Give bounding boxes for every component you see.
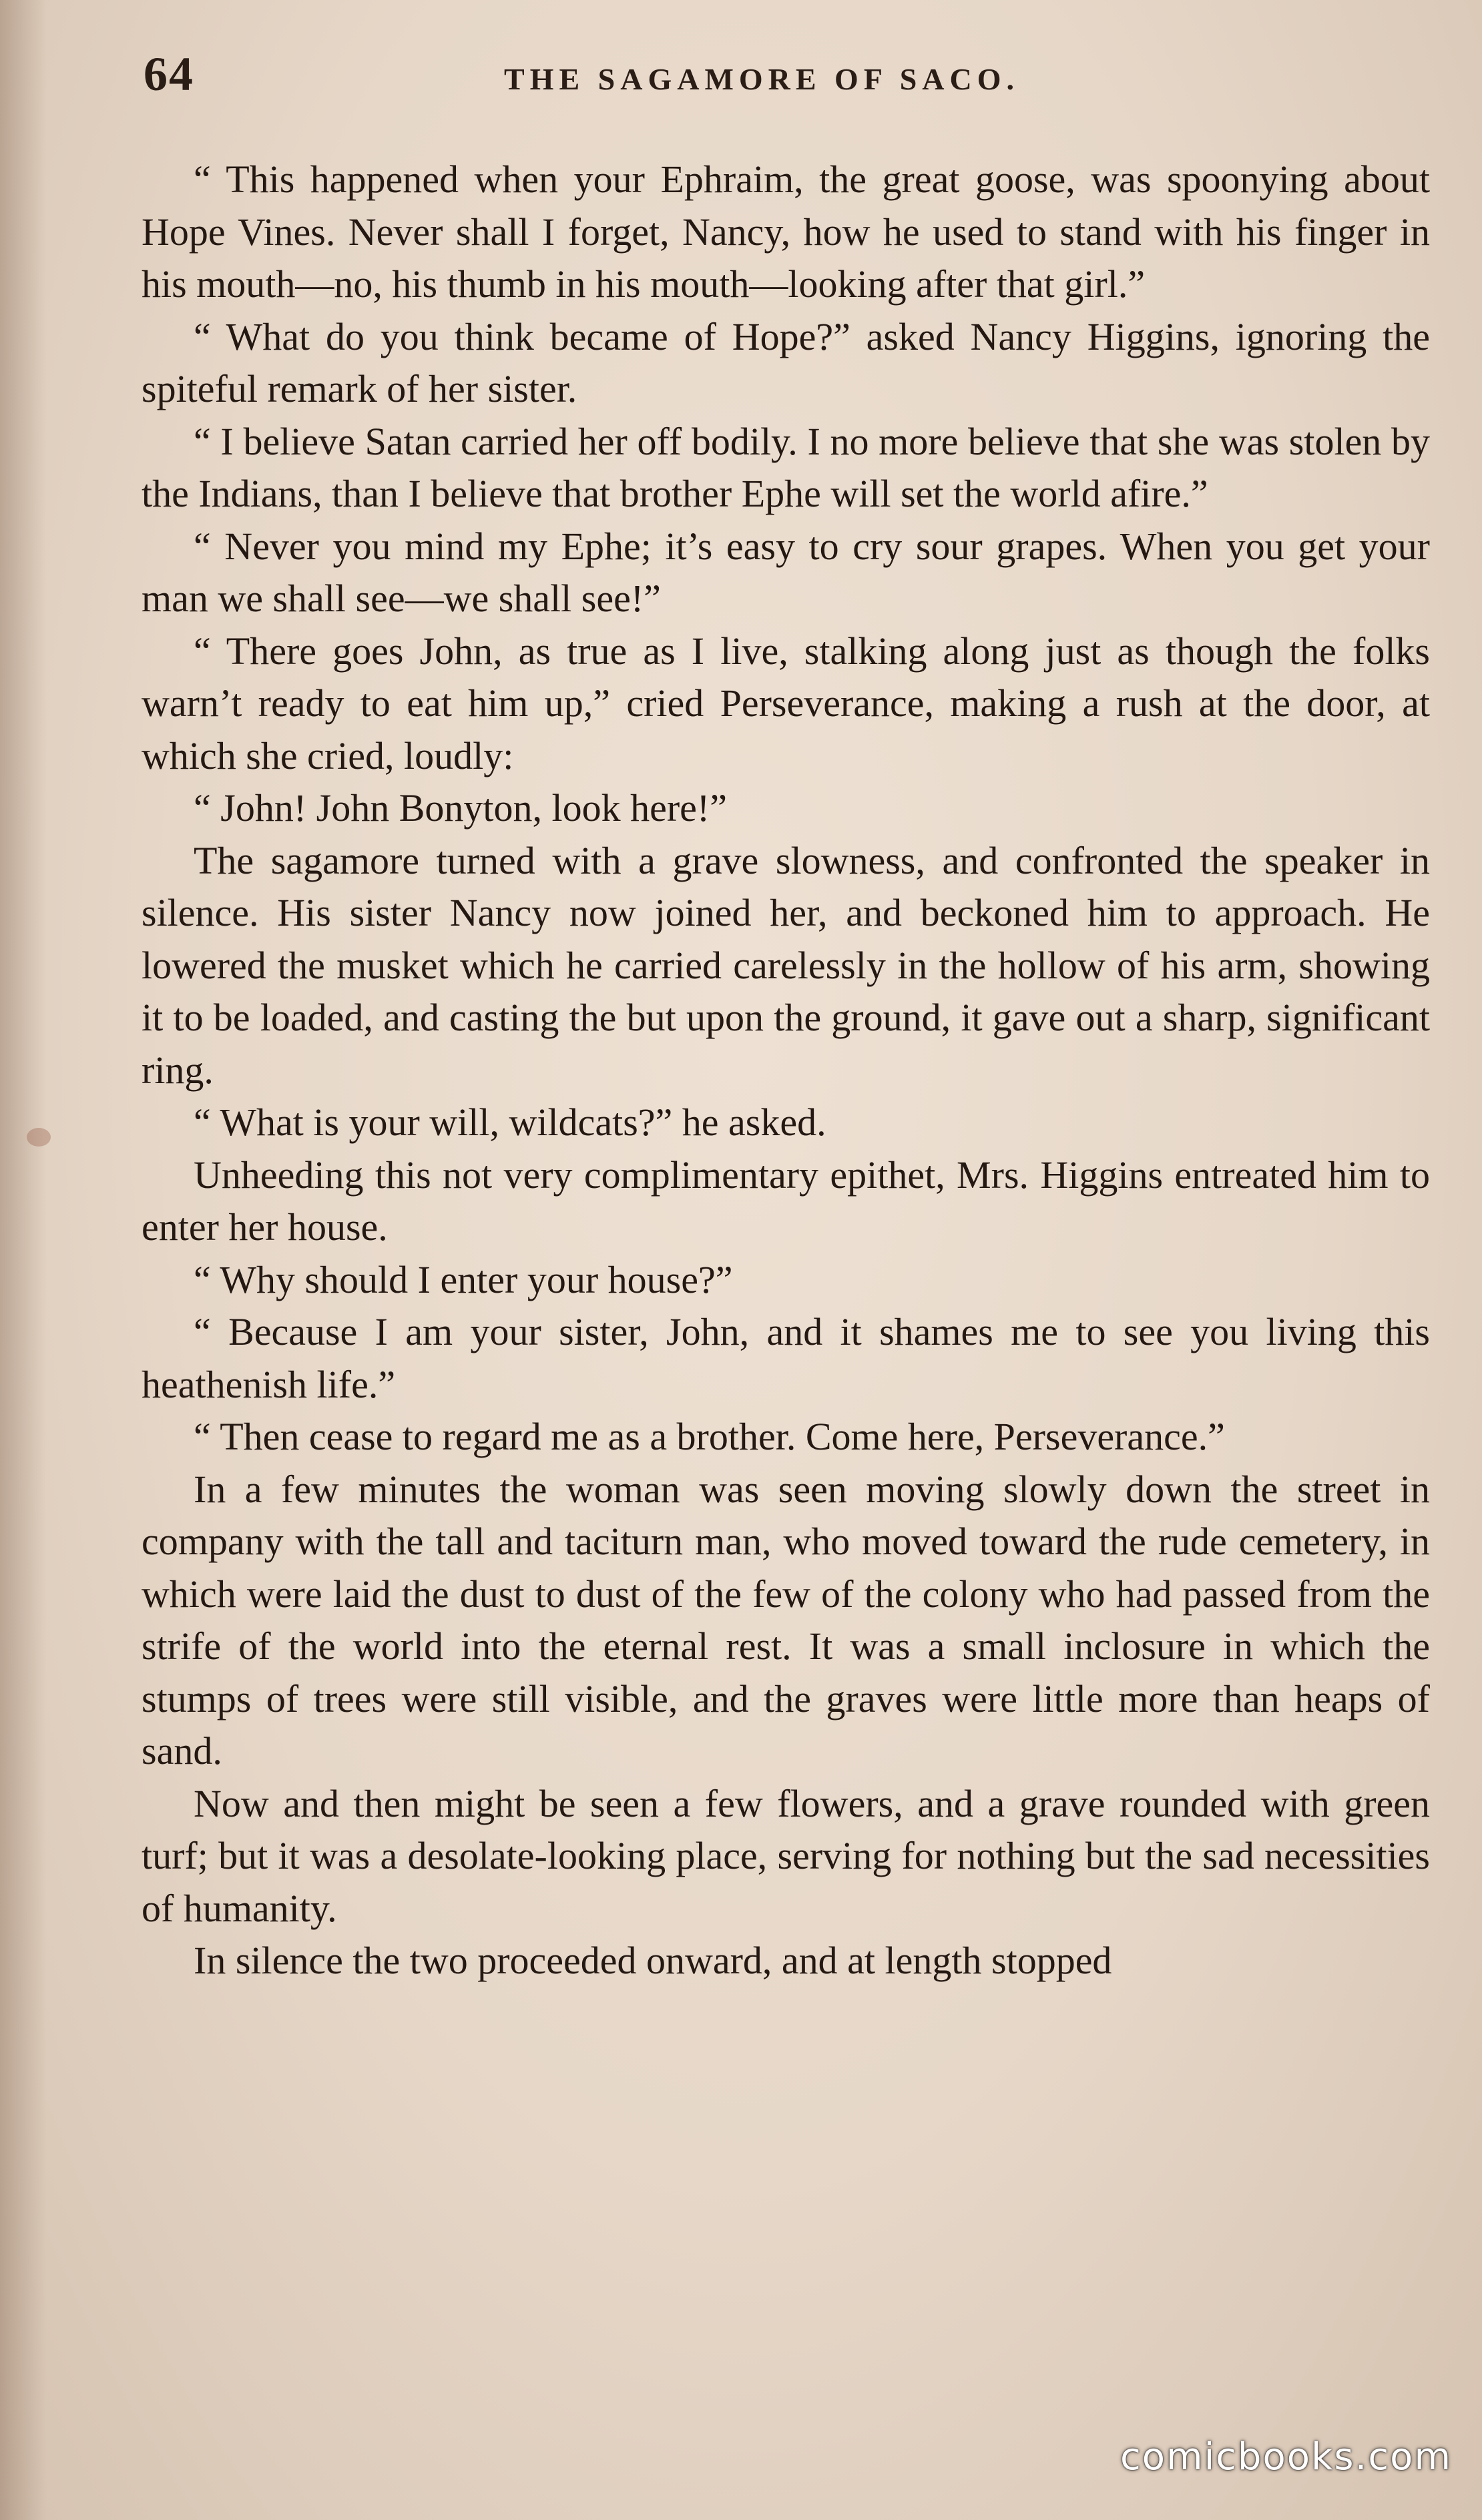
book-title: THE SAGAMORE OF SACO. xyxy=(504,62,1020,96)
paper-stain xyxy=(27,1128,51,1147)
paragraph: “ Why should I enter your house?” xyxy=(194,1257,733,1301)
paragraph: “ Because I am your sister, John, and it shames me to see you living this heathenish life.” xyxy=(142,1310,1430,1406)
spine-shadow xyxy=(0,0,47,2520)
paragraph: In silence the two proceeded onward, and at length stopped xyxy=(194,1939,1112,1982)
paragraph: “ Never you mind my Ephe; it’s easy to cry sour grapes. When you get your man we shall see—we shall see!” xyxy=(142,524,1430,620)
paragraph: The sagamore turned with a grave slowness, and confronted the speaker in silence. His sister Nancy now joined her, and beckoned him to approach. He lowered the musket which he carried carelessly in the hollow of his arm, showing it to be loaded, and casting the but upon the ground, it gave out a sharp, significant ring. xyxy=(142,838,1430,1092)
paragraph: In a few minutes the woman was seen moving slowly down the street in company with the tall and taciturn man, who moved toward the rude cemetery, in which were laid the dust to dust of the few of the colony who had passed from the strife of the world into the eternal rest. It was a small inclosure in which the stumps of trees were still visible, and the graves were little more than heaps of sand. xyxy=(142,1467,1430,1773)
paragraph: “ This happened when your Ephraim, the great goose, was spoonying about Hope Vines. Never shall I forget, Nancy, how he used to stand with his finger in his mouth—no, his thumb in his mouth—looking after that girl.” xyxy=(142,158,1430,306)
body-text xyxy=(142,153,1430,1987)
paragraph: “ Then cease to regard me as a brother. Come here, Perseverance.” xyxy=(194,1415,1225,1458)
paragraph: Now and then might be seen a few flowers, and a grave rounded with green turf; but it was a desolate-looking place, serving for nothing but the sad necessities of humanity. xyxy=(142,1781,1430,1930)
running-head xyxy=(144,47,1442,120)
paragraph: Unheeding this not very complimentary epithet, Mrs. Higgins entreated him to enter her house. xyxy=(142,1153,1430,1249)
paragraph: “ John! John Bonyton, look here!” xyxy=(194,786,727,830)
paragraph: “ There goes John, as true as I live, stalking along just as though the folks warn’t ready to eat him up,” cried Perseverance, making a rush at the door, at which she cried, loudly: xyxy=(142,629,1430,777)
page-number: 64 xyxy=(144,47,194,101)
watermark: comicbooks.com xyxy=(1120,2435,1452,2479)
paragraph: “ What is your will, wildcats?” he asked. xyxy=(194,1100,826,1144)
paragraph: “ I believe Satan carried her off bodily. I no more believe that she was stolen by the Indians, than I believe that brother Ephe will set the world afire.” xyxy=(142,419,1430,515)
paragraph: “ What do you think became of Hope?” asked Nancy Higgins, ignoring the spiteful remark of her sister. xyxy=(142,314,1430,410)
